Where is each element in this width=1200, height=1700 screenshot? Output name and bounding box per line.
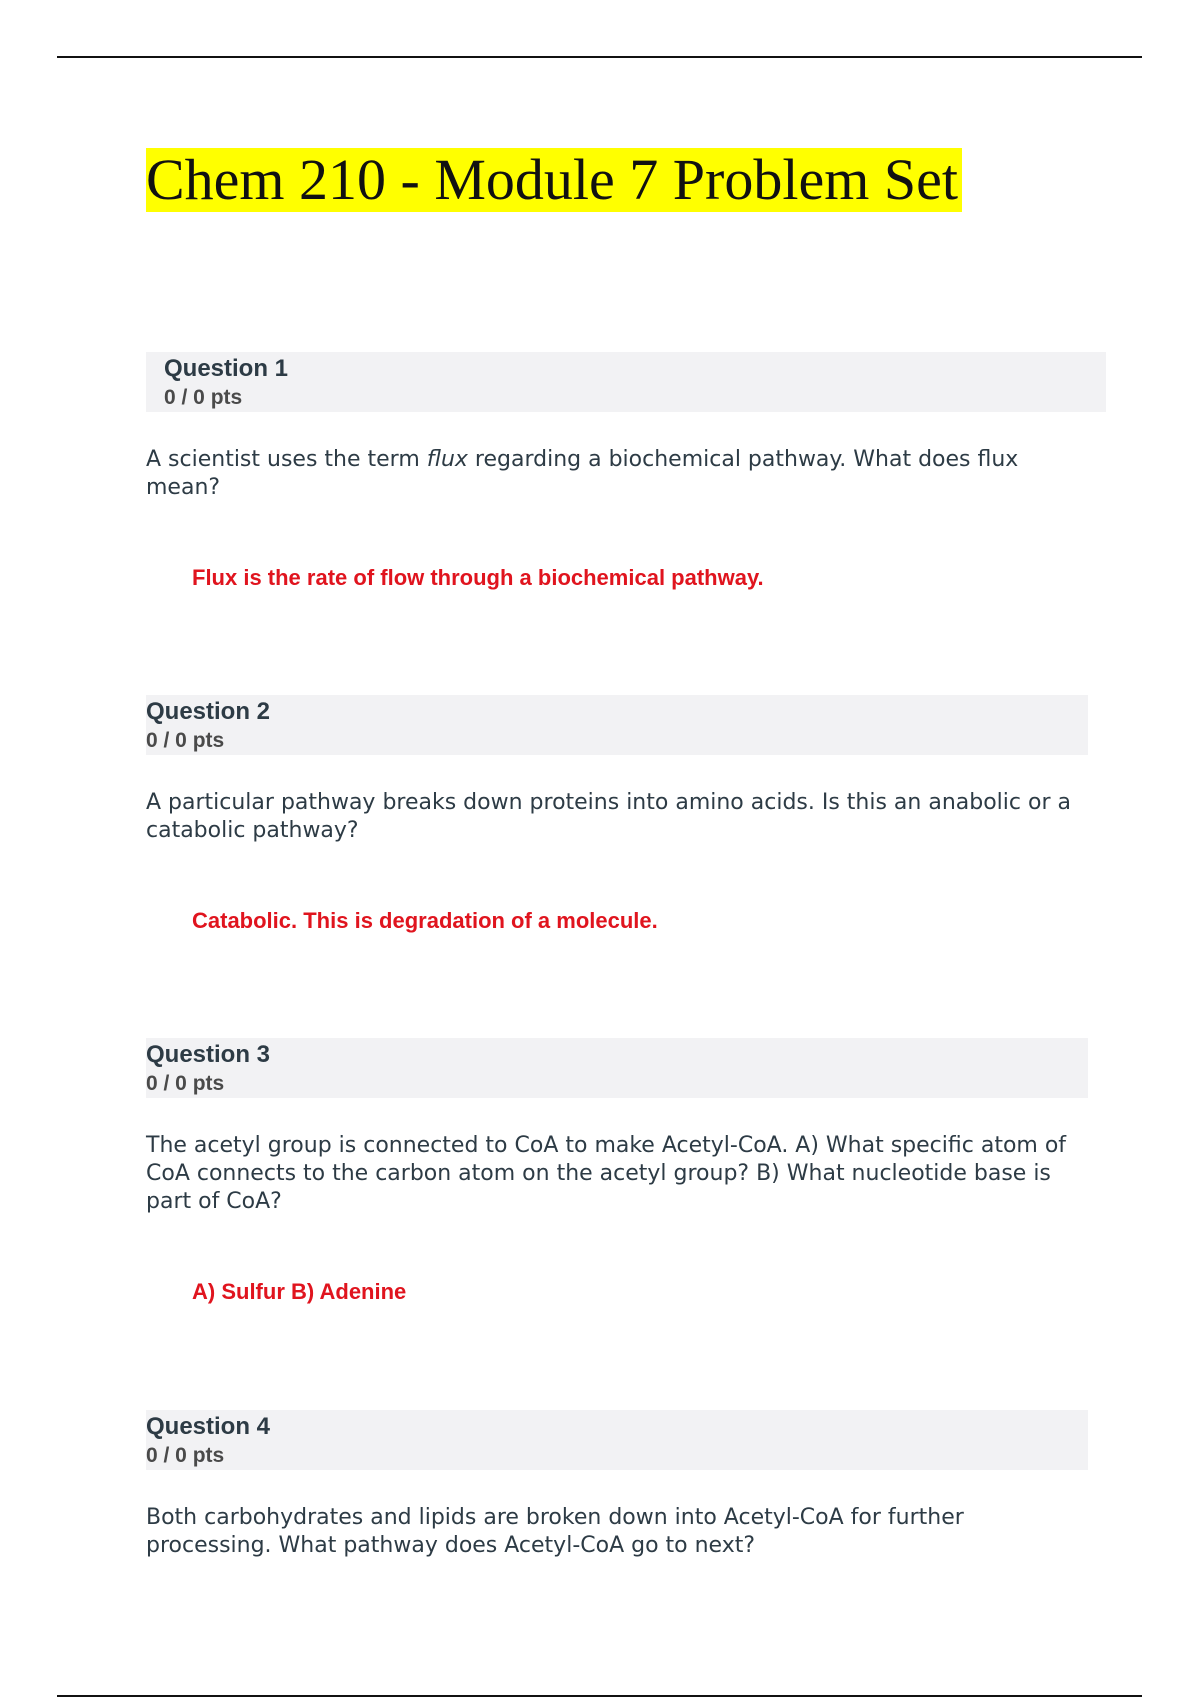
question-2-points: 0 / 0 pts xyxy=(146,729,225,752)
bottom-rule xyxy=(57,1695,1142,1697)
question-4-text: Both carbohydrates and lipids are broken down into Acetyl-CoA for further processing. What pathway does Acetyl-CoA go to next? xyxy=(146,1505,964,1558)
question-1-text-before: A scientist uses the term xyxy=(146,447,427,472)
question-4-header xyxy=(146,1410,1088,1470)
question-3-answer: A) Sulfur B) Adenine xyxy=(192,1279,407,1304)
question-1-answer: Flux is the rate of flow through a biochemical pathway. xyxy=(192,565,764,590)
question-2-answer: Catabolic. This is degradation of a molecule. xyxy=(192,908,658,933)
question-2-header xyxy=(146,695,1088,755)
question-2-title: Question 2 xyxy=(146,698,271,725)
question-1-text-after: regarding a biochemical pathway. What does flux mean? xyxy=(146,447,1019,500)
question-1-title: Question 1 xyxy=(164,355,289,382)
question-1-points: 0 / 0 pts xyxy=(164,386,243,409)
question-1-text-term: flux xyxy=(426,447,468,472)
question-1-text xyxy=(146,446,1086,502)
top-rule xyxy=(57,56,1142,58)
question-3-title: Question 3 xyxy=(146,1041,271,1068)
question-1-header xyxy=(146,352,1106,412)
question-4-points: 0 / 0 pts xyxy=(146,1444,225,1467)
question-4-title: Question 4 xyxy=(146,1413,271,1440)
document-title: Chem 210 - Module 7 Problem Set xyxy=(146,148,962,212)
question-3-text: The acetyl group is connected to CoA to make Acetyl-CoA. A) What specific atom of CoA connects to the carbon atom on the acetyl group? B) What nucleotide base is part of CoA? xyxy=(146,1133,1067,1214)
question-3-header xyxy=(146,1038,1088,1098)
question-2-text: A particular pathway breaks down proteins into amino acids. Is this an anabolic or a catabolic pathway? xyxy=(146,790,1071,843)
question-3-points: 0 / 0 pts xyxy=(146,1072,225,1095)
